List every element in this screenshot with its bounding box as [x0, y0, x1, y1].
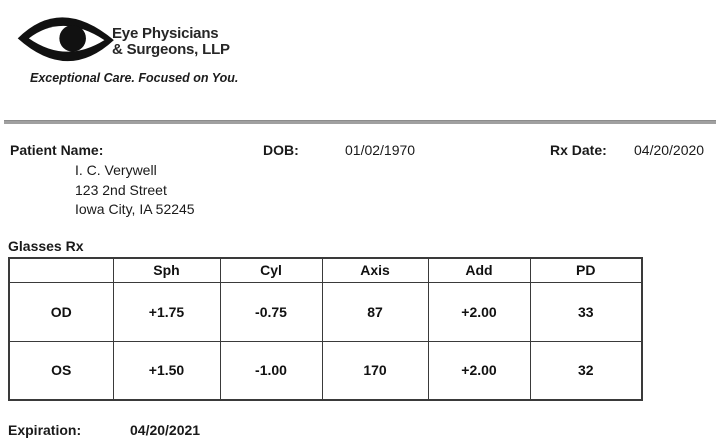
rx-col-pd: PD [530, 258, 642, 282]
patient-address-block [75, 161, 195, 220]
od-sph-value: +1.75 [113, 282, 220, 341]
od-label: OD [9, 282, 113, 341]
rx-date-label: Rx Date: [550, 142, 607, 158]
os-sph-value: +1.50 [113, 341, 220, 400]
os-axis-value: 170 [322, 341, 428, 400]
rx-table-header-row [9, 258, 642, 282]
expiration-label: Expiration: [8, 422, 82, 438]
rx-col-axis: Axis [322, 258, 428, 282]
os-cyl-value: -1.00 [220, 341, 322, 400]
org-name-line1: Eye Physicians [112, 25, 219, 42]
rx-row-od [9, 282, 642, 341]
org-name [112, 26, 230, 57]
os-label: OS [9, 341, 113, 400]
os-add-value: +2.00 [428, 341, 530, 400]
dob-value: 01/02/1970 [345, 142, 416, 158]
rx-row-os [9, 341, 642, 400]
rx-col-sph: Sph [113, 258, 220, 282]
rx-col-blank [9, 258, 113, 282]
patient-name-label: Patient Name: [10, 142, 104, 158]
org-name-line2: & Surgeons, LLP [112, 40, 230, 58]
rx-col-cyl: Cyl [220, 258, 322, 282]
org-tagline: Exceptional Care. Focused on You. [30, 71, 239, 85]
od-axis-value: 87 [322, 282, 428, 341]
glasses-rx-title: Glasses Rx [8, 238, 84, 254]
patient-name: I. C. Verywell [75, 162, 157, 178]
rx-col-add: Add [428, 258, 530, 282]
glasses-rx-table [8, 257, 643, 401]
patient-address-city: Iowa City, IA 52245 [75, 201, 195, 217]
od-add-value: +2.00 [428, 282, 530, 341]
dob-label: DOB: [263, 142, 299, 158]
os-pd-value: 32 [530, 341, 642, 400]
od-pd-value: 33 [530, 282, 642, 341]
od-cyl-value: -0.75 [220, 282, 322, 341]
eye-logo-icon [16, 9, 119, 66]
header-divider [4, 120, 716, 124]
rx-date-value: 04/20/2020 [634, 142, 705, 158]
patient-address-street: 123 2nd Street [75, 181, 167, 198]
expiration-date: 04/20/2021 [130, 422, 201, 438]
